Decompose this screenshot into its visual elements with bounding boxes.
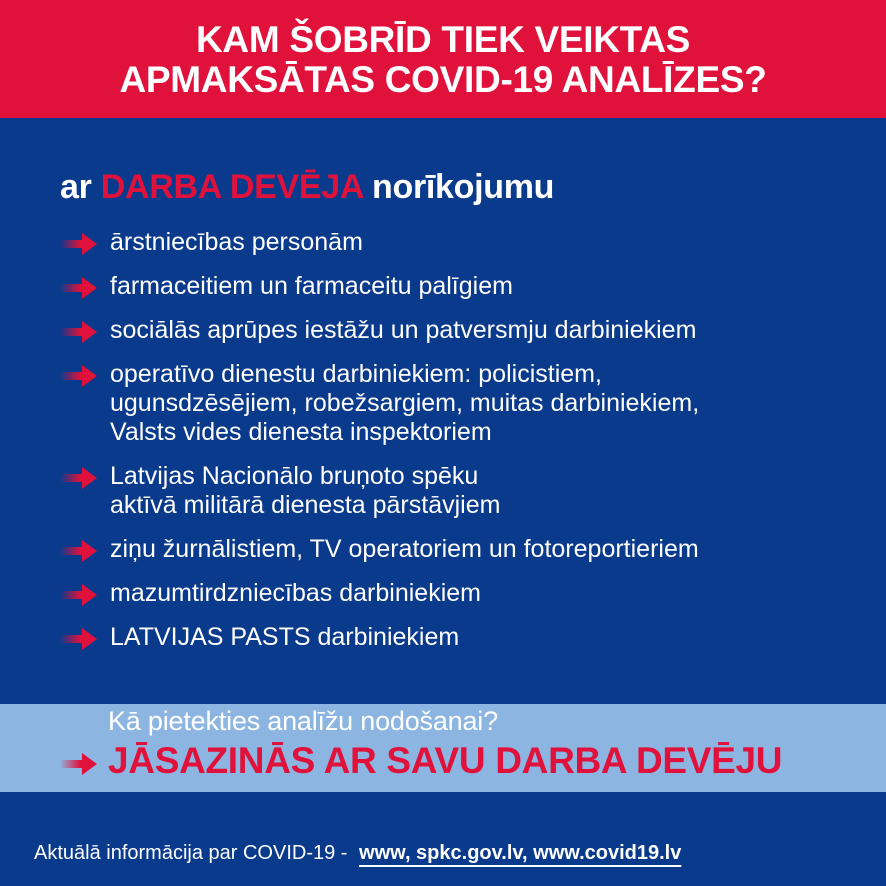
subtitle-suffix: norīkojumu xyxy=(372,168,555,206)
list-item xyxy=(60,462,860,520)
main-panel xyxy=(0,118,886,704)
header-banner xyxy=(0,0,886,118)
list-item-line: Valsts vides dienesta inspektoriem xyxy=(110,418,492,446)
footer-info: Aktuālā informācija par COVID-19 - xyxy=(34,842,348,864)
cta-band xyxy=(0,704,886,792)
list-item-line: mazumtirdzniecības darbiniekiem xyxy=(110,579,481,607)
arrow-right-icon xyxy=(60,466,98,490)
list-item-line: sociālās aprūpes iestāžu un patversmju darbiniekiem xyxy=(110,316,697,344)
arrow-right-icon xyxy=(60,232,98,256)
arrow-right-icon xyxy=(60,276,98,300)
list-item xyxy=(60,535,860,564)
cta-question: Kā pietekties analīžu nodošanai? xyxy=(108,706,498,736)
eligible-groups-list xyxy=(60,228,860,667)
list-item-line: Latvijas Nacionālo bruņoto spēku xyxy=(110,462,479,490)
arrow-right-icon xyxy=(60,364,98,388)
arrow-right-icon xyxy=(60,539,98,563)
list-item xyxy=(60,316,860,345)
list-item-line: aktīvā militārā dienesta pārstāvjiem xyxy=(110,491,501,519)
arrow-right-icon xyxy=(60,627,98,651)
subtitle-prefix: ar xyxy=(60,168,92,206)
list-item-line: LATVIJAS PASTS darbiniekiem xyxy=(110,623,460,651)
list-item xyxy=(60,579,860,608)
footer-text xyxy=(34,842,681,865)
subtitle-accent: DARBA DEVĒJA xyxy=(100,168,363,206)
list-item-line: operatīvo dienestu darbiniekiem: policistiem, xyxy=(110,360,602,388)
cta-answer: JĀSAZINĀS AR SAVU DARBA DEVĒJU xyxy=(108,740,783,781)
list-item-line: ugunsdzēsējiem, robežsargiem, muitas darbiniekiem, xyxy=(110,389,700,417)
arrow-right-icon xyxy=(60,320,98,344)
arrow-right-icon xyxy=(60,583,98,607)
list-item xyxy=(60,272,860,301)
list-item xyxy=(60,228,860,257)
subtitle xyxy=(60,168,554,207)
list-item xyxy=(60,360,860,447)
footer-links[interactable]: www, spkc.gov.lv, www.covid19.lv xyxy=(359,842,682,864)
list-item-line: farmaceitiem un farmaceitu palīgiem xyxy=(110,272,513,300)
title-line-1: KAM ŠOBRĪD TIEK VEIKTAS xyxy=(196,19,690,60)
list-item-line: ziņu žurnālistiem, TV operatoriem un fotoreportieriem xyxy=(110,535,699,563)
list-item xyxy=(60,623,860,652)
list-item-line: ārstniecības personām xyxy=(110,228,363,256)
title-line-2: APMAKSĀTAS COVID-19 ANALĪZES? xyxy=(119,59,767,100)
footer xyxy=(0,792,886,886)
arrow-right-icon xyxy=(60,752,98,776)
